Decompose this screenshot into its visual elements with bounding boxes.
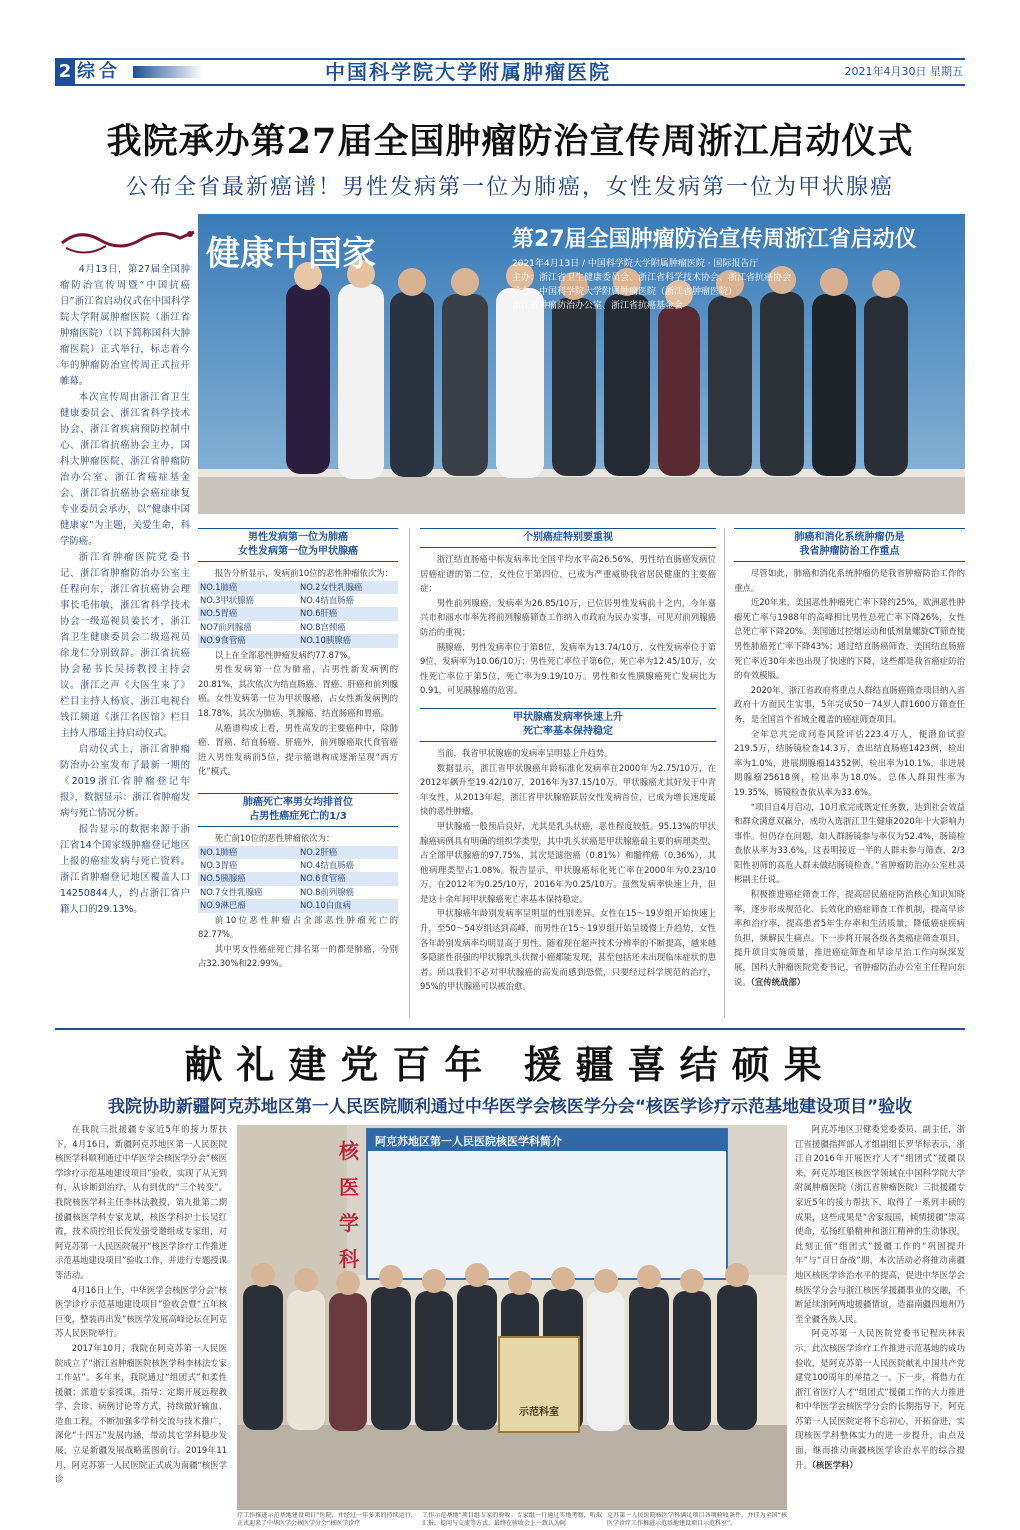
table-cell: NO.10白血病 bbox=[298, 899, 398, 912]
table-cell: NO.9淋巴瘤 bbox=[198, 899, 298, 912]
intro-paragraph: 浙江省肿瘤医院党委书记、浙江省肿瘤防治办公室主任程向东，浙江省抗癌协会理事长毛伟敏，浙江省科学技术协会一级巡视员姜长才，浙江省卫生健康委员会二级巡视员徐龙仁分别致辞。浙江省抗癌协会秘书长吴扬教授主持会议。浙江之声《大医生来了》栏目主持人杨宸、浙江电视台钱江频道《浙江名医馆》栏目主持人邢瑶主持启动仪式。 bbox=[60, 552, 190, 739]
subsection-title: 个别癌症特别要重视 bbox=[420, 528, 716, 548]
paragraph: 浙江结直肠癌中标发病率比全国平均水平高26.56%，男性结直肠癌发病位居癌症谱的第二位，女性位于第四位，已成为严重威胁我省居民健康的主要癌症； bbox=[420, 554, 716, 594]
subsection-title-line: 肺癌和消化系统肿瘤仍是 bbox=[794, 532, 905, 543]
table-row bbox=[198, 899, 398, 912]
page-number: 2 bbox=[55, 60, 75, 84]
subsection-title bbox=[420, 708, 716, 742]
incidence-rank-table bbox=[198, 581, 398, 648]
table-cell: NO.10胰腺癌 bbox=[298, 634, 398, 647]
article2-left-column bbox=[55, 1122, 227, 1487]
paragraph: 甲状腺癌一般预后良好，尤其是乳头状癌，恶性程度较低。95.13%的甲状腺癌病例具有明确的组织学类型，其中乳头状癌是甲状腺癌最主要的病理类型，占全部甲状腺癌的97.75%，其次是滤泡癌（0.81%）和髓样癌（0.36%），其他病理类型占1.08%。报告显示，甲状腺癌标化死亡率在2000年为0.23/10万，在2012年为0.25/10万，2016年为0.25/10万。虽然发病率快速上升，但是这十余年间甲状腺癌死亡率基本保持稳定。 bbox=[420, 820, 716, 904]
table-cell: NO.4结直肠癌 bbox=[300, 595, 355, 605]
paragraph: 从癌谱构成上看，男性高发的主要癌种中，除肺癌、胃癌、结直肠癌、肝癌外，前列腺癌取代食管癌进入男性发病前5位，提示癌谱构成逐渐呈现“西方化”模式。 bbox=[198, 722, 398, 777]
section-divider bbox=[55, 1028, 965, 1030]
table-cell: NO.9食管癌 bbox=[198, 634, 298, 647]
paragraph: 在我院三批援疆专家近5年的接力帮扶下，4月16日，新疆阿克苏地区第一人民医院核医学科顺利通过中华医学会核医学分会“核医学诊疗示范基地建设项目”验收。实现了从无到有，从诊断到治疗，从有到优的“三个转变”。我院核医学科主任李林法教授，第九批第二期援疆核医学科专家龙斌，核医学科护士长吴红霞，技术质控组长倪发强受邀组成专家组，对阿克苏第一人民医院展开“核医学诊疗工作推进示范基地建设项目”验收工作，并进行专题授课等活动。 bbox=[55, 1124, 227, 1280]
nuclear-medicine-photo bbox=[237, 1125, 787, 1510]
article-column bbox=[420, 528, 716, 994]
paragraph: “项目自4月启动，10月底完成既定任务数，达到社会效益和群众满意双赢分，成功入选浙江卫生健康2020年十大影响力事件。但仍存在问题，如人群肠镜参与率仅为52.4%，肠镜检查依从率为33.6%，这表明接近一半的人群未参与筛查，2/3阳性初筛的高危人群未做结肠镜检查。”省肿瘤防治办公室杜灵彬副主任说。 bbox=[734, 801, 965, 885]
sign-character: 科 bbox=[339, 1247, 359, 1271]
byline: （宣传统战部） bbox=[750, 976, 806, 987]
table-row bbox=[198, 872, 398, 885]
department-sign bbox=[335, 1133, 363, 1277]
paragraph: 男性前列腺癌，发病率为26.85/10万，已位居男性发病前十之内，今年嘉兴市和丽水市率先将前列腺癌筛查工作纳入市政府为民办实事，可见对前列腺癌防治的重视； bbox=[420, 597, 716, 637]
subsection-title bbox=[734, 528, 965, 562]
article-column bbox=[734, 528, 965, 989]
paragraph: 报告分析显示，发病前10位的恶性肿瘤依次为： bbox=[214, 568, 393, 578]
section-label: 综合 bbox=[77, 61, 121, 82]
paragraph: 以上在全部恶性肿瘤发病约77.87%。 bbox=[214, 649, 356, 660]
table-row bbox=[198, 621, 398, 634]
subsection-title bbox=[198, 793, 398, 827]
table-cell: NO.4结直肠癌 bbox=[300, 859, 355, 870]
article2-headline: 献礼建党百年 援疆喜结硕果 bbox=[184, 1042, 836, 1087]
table-row bbox=[198, 581, 398, 594]
banner-line: 主办：浙江省卫生健康委员会、浙江省科学技术协会、浙江省抗癌协会 bbox=[512, 273, 792, 283]
publication-date: 2021年4月30日 星期五 bbox=[844, 65, 963, 78]
banner-line: 浙江省肿瘤防治办公室、浙江省抗癌基金会 bbox=[512, 301, 684, 311]
table-cell: NO.1肺癌 bbox=[198, 846, 298, 859]
table-cell: NO7前列腺癌 bbox=[200, 621, 252, 632]
table-row bbox=[198, 846, 398, 859]
table-cell: NO.5胃癌 bbox=[198, 607, 298, 620]
sign-character: 学 bbox=[339, 1211, 359, 1235]
table-cell: NO.5胰腺癌 bbox=[198, 872, 298, 885]
table-row bbox=[198, 634, 398, 647]
table-cell: NO.2肝癌 bbox=[298, 846, 398, 859]
mortality-rank-table bbox=[198, 846, 398, 913]
hospital-name: 中国科学院大学附属肿瘤医院 bbox=[325, 60, 611, 84]
paragraph: 2017年10月，我院在阿克苏第一人民医院成立了“浙江省肿瘤医院核医学科李林法专家工作站”。多年来，我院通过“组团式”和柔性援疆；派遣专家授课，指导；定期开展远程教学、会诊、病例讨论等方式，持续做好输血、造血工程，不断加强多学科交流与技术推广，深化“十四五”发展内涵，带动其它学科稳步发展，立足新疆发展战略蓝图前行。2019年11月，阿克苏第一人民医院正式成为南疆“核医学诊 bbox=[55, 1342, 227, 1485]
sign-character: 医 bbox=[339, 1175, 359, 1199]
article2-bottom-text: 克苏第一人民医院核医学科满足项目各项验收条件，并挂为全国“核医学诊疗工作推进示范基地建设项目示范科室”。 bbox=[607, 1512, 787, 1527]
subsection-title bbox=[198, 528, 398, 562]
byline: （核医学科） bbox=[811, 1459, 858, 1470]
paragraph: 当前，我省甲状腺癌的发病率呈明显上升趋势。 bbox=[436, 747, 613, 758]
paragraph: 全年总共完成问卷风险评估223.4万人，便潜血试验219.5万，结肠镜检查14.3万，查出结直肠癌1423例，检出率为1.0%，进展期腺瘤14352例，检出率为10.1%，非进展期腺瘤25618例，检出率为18.0%。总体人群阳性率为19.35%，肠镜检查依从率为33.6%。 bbox=[734, 728, 965, 797]
table-cell: NO.8宫颈癌 bbox=[300, 621, 346, 632]
subsection-title-line: 我省肿瘤防治工作重点 bbox=[799, 546, 900, 557]
article-column bbox=[198, 528, 398, 971]
launch-ceremony-photo bbox=[198, 214, 965, 514]
subsection-title-line: 男性发病第一位为肺癌 bbox=[248, 532, 348, 543]
table-cell: NO.7女性乳腺癌 bbox=[200, 886, 263, 897]
paragraph: 前10位恶性肿瘤占全部恶性肿瘤死亡的82.77%。 bbox=[198, 914, 398, 940]
subsection-title-line: 占男性癌症死亡的1/3 bbox=[249, 810, 347, 822]
table-cell: NO.6食管癌 bbox=[298, 872, 398, 885]
headline: 我院承办第27届全国肿瘤防治宣传周浙江启动仪式 bbox=[106, 121, 914, 162]
banner-title: 第27届全国肿瘤防治宣传周浙江省启动仪 bbox=[512, 227, 917, 252]
subsection-title-line: 甲状腺癌发病率快速上升 bbox=[513, 711, 623, 723]
table-row bbox=[198, 886, 398, 899]
column-divider bbox=[409, 528, 410, 1018]
section-wing-decoration bbox=[133, 66, 203, 78]
paragraph: 数据显示，浙江省甲状腺癌年龄标准化发病率在2000年为2.75/10万，在2012年飙升至19.42/10万，2016年为37.15/10万。甲状腺癌尤其好发于中青年女性，从2013年起，浙江省甲状腺癌跃居女性发病首位，已成为增长速度最快的恶性肿瘤。 bbox=[420, 762, 716, 817]
table-cell: NO.1肺癌 bbox=[198, 581, 298, 594]
intro-paragraph: 启动仪式上，浙江省肿瘤防治办公室发布了最新一期的《2019浙江省肿瘤登记年报》，数据显示：浙江省肿瘤发病与死亡情况分析。 bbox=[60, 744, 190, 819]
article2-subheadline: 我院协助新疆阿克苏地区第一人民医院顺利通过中华医学会核医学分会“核医学诊疗示范基地建设项目”验收 bbox=[107, 1097, 913, 1117]
table-cell: NO.3甲状腺癌 bbox=[200, 595, 255, 605]
table-row bbox=[198, 859, 398, 872]
plaque-text: 示范科室 bbox=[519, 1407, 559, 1418]
table-cell: NO.3胃癌 bbox=[200, 859, 238, 870]
paragraph: 4月16日上午，中华医学会核医学分会“核医学诊疗示范基地建设项目”验收会暨“五年核巨变，整装再出发”核医学发展高峰论坛在阿克苏人民医院举行。 bbox=[55, 1284, 227, 1339]
paragraph: 尽管如此，肺癌和消化系统肿瘤仍是我省肿瘤防治工作的重点。 bbox=[734, 568, 965, 593]
paragraph: 近20年来，美国恶性肿瘤死亡率下降约25%，欧洲恶性肿瘤死亡率与1988年的高峰相比男性总死亡率下降26%，女性总死亡率下降20%。美国通过控烟运动和低剂量螺旋CT筛查使男性肺癌死亡率下降43%；通过结直肠癌筛查，美国结直肠癌死亡率近30年来也出现了快速的下降，这些都是我省癌症防治的有效模版。 bbox=[734, 597, 965, 681]
paragraph bbox=[795, 1326, 965, 1472]
subsection-title-line: 死亡率基本保持稳定 bbox=[523, 725, 613, 737]
paragraph bbox=[734, 887, 965, 989]
paragraph: 其中男女性癌症死亡排名第一的都是肺癌，分别占32.30%和22.99%。 bbox=[198, 943, 398, 969]
paragraph: 男性发病第一位为肺癌，占男性新发病例的20.81%，其次依次为结直肠癌、胃癌、肝癌和前列腺癌。女性发病第一位为甲状腺癌，占女性新发病例的18.78%，其次为肺癌、乳腺癌、结直肠癌和胃癌。 bbox=[198, 664, 398, 718]
paragraph-text: 积极推进癌症筛查工作，提高居民癌症防治核心知识知晓率，逐步形成规范化、长效化的癌症筛查工作机制，提高早诊率和治疗率，提高患者5年生存率和生活质量，降低癌症疾病负担，频解民生痛点。下一步将开展各级各类癌症筛查项目，提升项目实施质量，推进癌症筛查和早诊早治工作向纵深发展，国科大肿瘤医院党委书记、省肿瘤防治办公室主任程向东说。 bbox=[734, 889, 965, 987]
table-cell: NO.2女性乳腺癌 bbox=[298, 581, 398, 594]
table-row bbox=[198, 594, 398, 607]
banner-line: 承办：中国科学院大学附属肿瘤医院（浙江省肿瘤医院） bbox=[512, 287, 738, 297]
intro-paragraph: 本次宣传周由浙江省卫生健康委员会、浙江省科学技术协会、浙江省疾病预防控制中心、浙江省抗癌协会主办，国科大肿瘤医院、浙江省肿瘤防治办公室、浙江省癌症基金会、浙江省抗癌协会癌症康复专业委员会承办，以“健康中国健康家”为主题，关爱生命，科学防癌。 bbox=[60, 392, 190, 547]
paragraph: 甲状腺癌年龄别发病率呈明显的性别差异。女性在15～19岁组开始快速上升，至50～54岁组达到高峰，而男性在15～19岁组开始呈缓慢上升趋势，女性各年龄别发病率均明显高于男性。随着现在超声技术分辨率的不断提高，越来越多隐匿性很强的甲状腺乳头状微小癌都能发现，甚至包括还未出现临床症状的患者。所以我们不必对甲状腺癌的高发而感到恐慌，只要经过科学规范的治疗，95%的甲状腺癌可以被治愈。 bbox=[420, 908, 716, 992]
paragraph: 胰腺癌，男性发病率位于第8位，发病率为13.74/10万，女性发病率位于第9位，发病率为10.06/10万；男性死亡率位于第6位，死亡率为12.45/10万，女性死亡率位于第5位，死亡率为9.19/10万。男性和女性胰腺癌死亡发病比为0.91，可见胰腺癌的危害。 bbox=[420, 641, 716, 696]
sign-character: 核 bbox=[339, 1139, 359, 1163]
table-row bbox=[198, 607, 398, 620]
ornament-icon bbox=[60, 228, 196, 258]
board-title: 阿克苏地区第一人民医院核医学科简介 bbox=[375, 1135, 562, 1148]
banner-logo: 健康中国家 bbox=[206, 234, 376, 274]
intro-column bbox=[60, 262, 190, 918]
subheadline: 公布全省最新癌谱！男性发病第一位为肺癌，女性发病第一位为甲状腺癌 bbox=[125, 175, 894, 200]
subsection-title-line: 肺癌死亡率男女均排首位 bbox=[243, 796, 353, 808]
paragraph: 2020年，浙江省政府将重点人群结直肠癌筛查项目纳入省政府十方面民生实事，5年完成50－74岁人群1600万筛查任务，是全国首个省域全覆盖的癌症筛查项目。 bbox=[734, 684, 965, 724]
article2-bottom-text: 工作示范基地”项目组专家的验收。专家组一行通过实地考察，听取汇报，提问与交流等方式，最终在验收会上一致认为阿 bbox=[422, 1512, 602, 1527]
intro-paragraph: 报告显示的数据来源于浙江省14个国家级肿瘤登记地区上报的癌症发病与死亡资料。浙江省肿瘤登记地区覆盖人口14250844人，约占浙江省户籍人口的29.13%。 bbox=[60, 824, 190, 915]
table-cell: NO.6肝癌 bbox=[298, 607, 398, 620]
table-cell: NO.8前列腺癌 bbox=[300, 886, 355, 897]
paragraph: 死亡前10位的恶性肿瘤依次为： bbox=[214, 832, 335, 843]
banner-line: 2021年4月13日 / 中国科学院大学附属肿瘤医院 · 国际报告厅 bbox=[512, 259, 759, 269]
masthead bbox=[55, 58, 965, 86]
article2-bottom-text: 疗工作推进示范基地建设项目”医院，并经过一年多来的持续运行，正式迎来了中华医学会核医学分会“核医学诊疗 bbox=[237, 1512, 417, 1527]
article2-right-column bbox=[795, 1122, 965, 1472]
subsection-title-line: 女性发病第一位为甲状腺癌 bbox=[238, 546, 358, 557]
paragraph-text: 阿克苏第一人民医院党委书记程庆林表示，此次核医学诊疗工作推进示范基地的成功验收，是阿克苏第一人民医院献礼中国共产党建党100周年的举措之一。下一步，将借力在浙江省医疗人才“组团式”援疆工作的大力推进和中华医学会核医学分会的长期指导下，阿克苏第一人民医院定将不忘初心，开拓奋进，实现核医学科整体实力的进一步提升，由点及面，继而推动南疆核医学诊治水平的综合提升。 bbox=[795, 1328, 965, 1470]
column-divider bbox=[724, 528, 725, 1018]
paragraph: 阿克苏地区卫健委党委委员、副主任，浙江省援疆指挥部人才组副组长罗华标表示，浙江自2016年开展医疗人才“组团式”援疆以来，阿克苏地区核医学领域在中国科学院大学附属肿瘤医院（浙江省肿瘤医院）三批援疆专家近5年的接力帮扶下，取得了一系列丰硕的成果，这些成果是“舍家报国，倾情援疆”崇高使命，弘扬红船精神和浙江精神的生动体现，此刻正值“组团式”援疆工作的“巩固提升年”与“百日奋战”期，本次活动必将推动南疆地区核医学诊治水平的提高，促进中华医学会核医学分会与浙江核医学援疆事业的交融，不断延续浙阿两地援疆情谊，造福南疆四地州乃至全疆各族人民。 bbox=[795, 1124, 965, 1324]
intro-paragraph: 4月13日，第27届全国肿瘤防治宣传周暨“中国抗癌日”浙江省启动仪式在中国科学院大学附属肿瘤医院（浙江省肿瘤医院）（以下简称国科大肿瘤医院）正式举行，标志着今年的肿瘤防治宣传周正式拉开帷幕。 bbox=[60, 264, 190, 387]
